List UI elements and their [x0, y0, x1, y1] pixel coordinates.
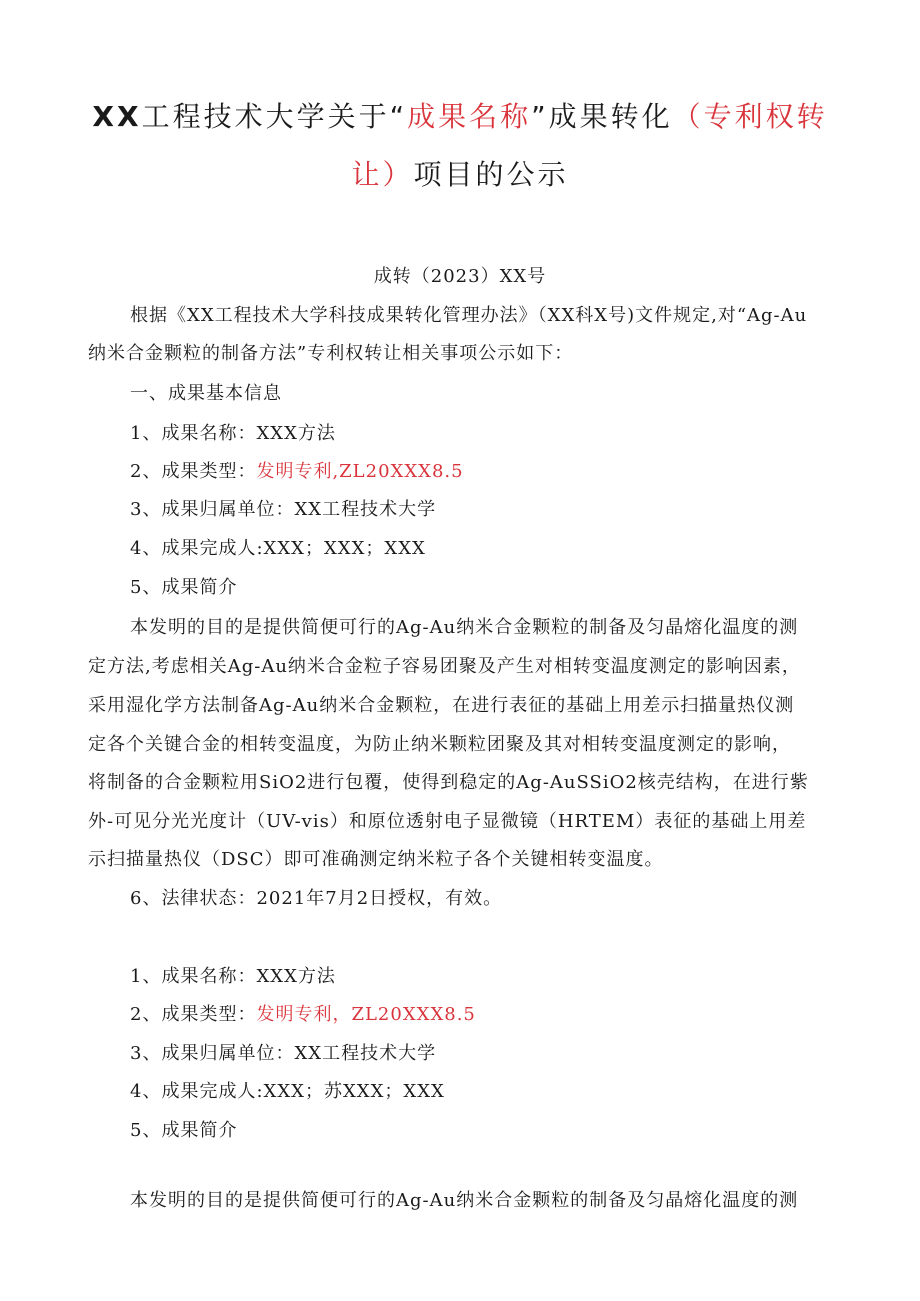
section-heading: 一、成果基本信息 — [130, 383, 282, 404]
abstract-line: 定方法,考虑相关Ag-Au纳米合金粒子容易团聚及产生对相转变温度测定的影响因素， — [88, 656, 801, 677]
achievement-persons: 4、成果完成人:XXX；XXX；XXX — [130, 538, 426, 559]
achievement-unit: 3、成果归属单位：XX工程技术大学 — [130, 499, 437, 520]
abstract-line: 采用湿化学方法制备Ag-Au纳米合金颗粒，在进行表征的基础上用差示扫描量热仪测 — [88, 695, 795, 716]
achievement-intro-label: 5、成果简介 — [130, 577, 238, 598]
abstract-line: 本发明的目的是提供简便可行的Ag-Au纳米合金颗粒的制备及匀晶熔化温度的测 — [130, 617, 799, 638]
title-part1: 工程技术大学关于“ — [141, 100, 408, 133]
intro-line-2: 纳米合金颗粒的制备方法”专利权转让相关事项公示如下： — [88, 343, 574, 364]
title-prefix: XX — [92, 100, 142, 133]
achievement-type-2 — [130, 1002, 476, 1028]
achievement-unit-2: 3、成果归属单位：XX工程技术大学 — [130, 1043, 437, 1064]
abstract-line: 外-可见分光光度计（UV-vis）和原位透射电子显微镜（HRTEM）表征的基础上用差 — [88, 811, 807, 832]
intro-line-1: 根据《XX工程技术大学科技成果转化管理办法》（XX科X号)文件规定,对“Ag-Au — [130, 305, 808, 326]
legal-status: 6、法律状态：2021年7月2日授权，有效。 — [130, 888, 503, 909]
achievement-type-value-2: 发明专利，ZL20XXX8.5 — [256, 1004, 476, 1025]
achievement-type-value: 发明专利,ZL20XXX8.5 — [256, 461, 464, 482]
page-title-line2 — [60, 158, 860, 192]
achievement-name: 1、成果名称：XXX方法 — [130, 423, 336, 444]
abstract-line: 定各个关键合金的相转变温度，为防止纳米颗粒团聚及其对相转变温度测定的影响， — [88, 734, 791, 755]
achievement-intro-label-2: 5、成果简介 — [130, 1120, 238, 1141]
document-number: 成转（2023）XX号 — [373, 266, 547, 287]
achievement-name-2: 1、成果名称：XXX方法 — [130, 966, 336, 987]
achievement-type-label: 2、成果类型： — [130, 461, 257, 482]
title-part2: ”成果转化 — [531, 100, 673, 133]
title-suffix: 项目的公示 — [413, 158, 569, 191]
abstract2-line: 本发明的目的是提供简便可行的Ag-Au纳米合金颗粒的制备及匀晶熔化温度的测 — [130, 1190, 799, 1211]
title-type-close: 让） — [351, 158, 414, 191]
achievement-type — [130, 459, 464, 485]
achievement-type-label-2: 2、成果类型： — [130, 1004, 257, 1025]
title-achievement-name: 成果名称 — [407, 100, 532, 133]
abstract-line: 将制备的合金颗粒用SiO2进行包覆，使得到稳定的Ag-AuSSiO2核壳结构，在进行紫 — [88, 772, 809, 793]
title-type-open: （专利权转 — [672, 100, 828, 133]
achievement-persons-2: 4、成果完成人:XXX；苏XXX；XXX — [130, 1081, 445, 1102]
abstract-line: 示扫描量热仪（DSC）即可准确测定纳米粒子各个关键相转变温度。 — [88, 849, 664, 870]
page-title-line1 — [60, 100, 860, 134]
